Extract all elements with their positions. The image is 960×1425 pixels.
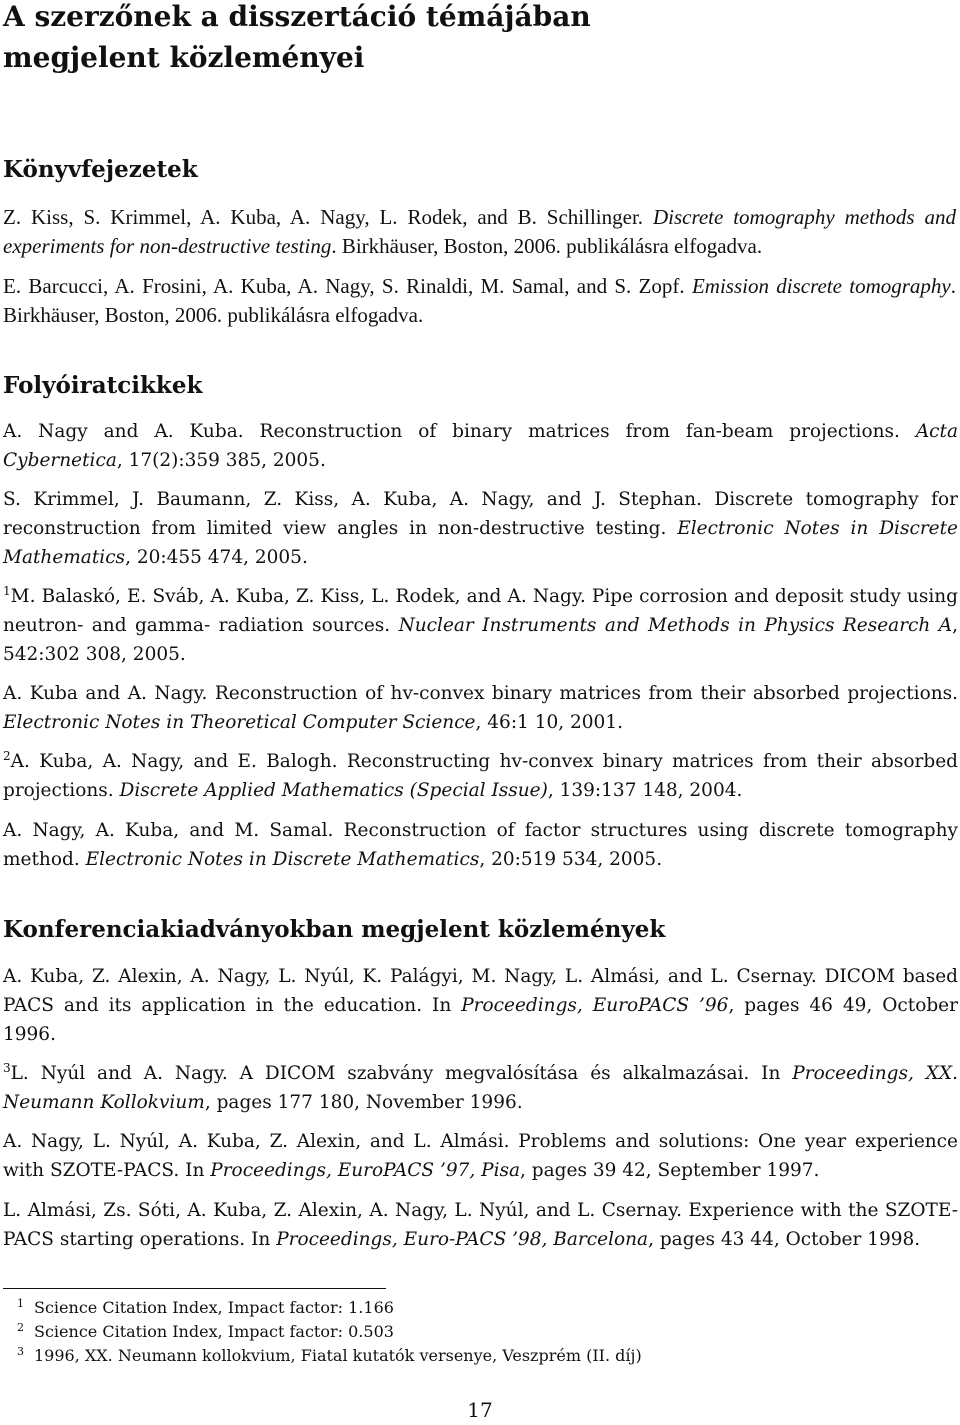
conference-entry-venue: Proceedings, EuroPACS ’96: [461, 994, 729, 1016]
conference-entry-rest: , pages 39 42, September 1997.: [520, 1159, 820, 1181]
journal-entry: [3, 817, 958, 875]
journal-entry: [3, 418, 958, 476]
conference-entry-lead: L. Almási, Zs. Sóti, A. Kuba, Z. Alexin, A. Nagy, L. Nyúl, and L. Csernay. Experience with the SZOTE-PACS starting operations. In: [3, 1200, 958, 1250]
journal-entry-rest: , 46:1 10, 2001.: [475, 711, 623, 733]
journal-entry-lead: A. Kuba, A. Nagy, and E. Balogh. Reconstructing hv-convex binary matrices from their absorbed projections.: [3, 751, 958, 801]
footnote-text: 1996, XX. Neumann kollokvium, Fiatal kutatók versenye, Veszprém (II. díj): [34, 1346, 642, 1365]
conference-entry-lead: L. Nyúl and A. Nagy. A DICOM szabvány megvalósítása és alkalmazásai. In: [10, 1063, 793, 1084]
journal-entry-lead: A. Nagy and A. Kuba. Reconstruction of binary matrices from fan-beam projections.: [3, 421, 916, 442]
journal-entry-lead: A. Kuba and A. Nagy. Reconstruction of hv-convex binary matrices from their absorbed projections.: [3, 683, 958, 704]
book-entry-title: Emission discrete tomography: [691, 274, 951, 298]
footnote-marker: 2: [3, 748, 11, 763]
conference-entry-venue: Proceedings, Euro-PACS ’98, Barcelona: [276, 1228, 649, 1250]
footnote-divider: [3, 1288, 386, 1289]
journal-entry: [3, 680, 958, 738]
journal-entry-venue: Nuclear Instruments and Methods in Physics Research A: [398, 614, 953, 636]
footnote: [17, 1320, 394, 1344]
journal-entry: [3, 583, 958, 669]
journal-entry: [3, 748, 958, 806]
journal-entry-rest: , 20:519 534, 2005.: [479, 848, 663, 870]
journal-entry-venue: Electronic Notes in Theoretical Computer Science: [3, 711, 476, 733]
footnote-marker: 3: [3, 1060, 11, 1075]
journal-entry-rest: , 542:302 308, 2005.: [3, 614, 958, 665]
book-entry-title: Discrete tomography methods and experiments for non-destructive testing: [3, 205, 956, 258]
conference-entry-lead: A. Kuba, Z. Alexin, A. Nagy, L. Nyúl, K. Palágyi, M. Nagy, L. Almási, and L. Csernay. DICOM based PACS and its application in the education. In: [3, 966, 958, 1016]
book-entry-rest: . Birkhäuser, Boston, 2006. publikálásra elfogadva.: [331, 233, 763, 258]
conference-entry-venue: Proceedings, EuroPACS ’97, Pisa: [210, 1159, 521, 1181]
conference-entry-rest: , pages 177 180, November 1996.: [204, 1091, 523, 1113]
conference-entry-rest: , pages 43 44, October 1998.: [648, 1228, 921, 1250]
section-heading-conferences: Konferenciakiadványokban megjelent közlemények: [3, 916, 666, 943]
journal-entry-lead: S. Krimmel, J. Baumann, Z. Kiss, A. Kuba, A. Nagy, and J. Stephan. Discrete tomography for reconstruction from limited view angles in non-destructive testing.: [3, 489, 958, 539]
journal-entry: [3, 486, 958, 572]
page-title-line-2: megjelent közleményei: [3, 41, 365, 74]
footnote-number: 2: [17, 1320, 24, 1334]
footnote-number: 1: [17, 1296, 24, 1310]
journal-entry-lead: A. Nagy, A. Kuba, and M. Samal. Reconstruction of factor structures using discrete tomography method.: [3, 820, 958, 870]
journal-entry-venue: Electronic Notes in Discrete Mathematics: [3, 517, 958, 568]
journal-entry-rest: , 139:137 148, 2004.: [547, 779, 743, 801]
journal-entry-rest: , 20:455 474, 2005.: [125, 546, 308, 568]
journal-entry-venue: Discrete Applied Mathematics (Special Issue): [119, 779, 548, 801]
conference-entry: [3, 1060, 958, 1118]
journal-entry-lead: M. Balaskó, E. Sváb, A. Kuba, Z. Kiss, L. Rodek, and A. Nagy. Pipe corrosion and deposit study using neutron- and gamma- radiation sources.: [3, 586, 958, 636]
journal-entry-rest: , 17(2):359 385, 2005.: [116, 449, 326, 471]
book-entry-authors: E. Barcucci, A. Frosini, A. Kuba, A. Nagy, S. Rinaldi, M. Samal, and S. Zopf.: [3, 274, 685, 298]
journal-entry-venue: Acta Cybernetica: [3, 421, 958, 471]
section-heading-journals: Folyóiratcikkek: [3, 372, 203, 399]
section-heading-books: Könyvfejezetek: [3, 156, 198, 183]
page-title-line-1: A szerzőnek a disszertáció témájában: [3, 0, 591, 33]
footnote-text: Science Citation Index, Impact factor: 0.503: [34, 1322, 394, 1341]
footnote: [17, 1296, 394, 1320]
book-entry: [3, 272, 956, 329]
journal-entry-venue: Electronic Notes in Discrete Mathematics: [85, 848, 480, 870]
conference-entry-rest: , pages 46 49, October 1996.: [3, 994, 958, 1045]
book-entry-authors: Z. Kiss, S. Krimmel, A. Kuba, A. Nagy, L. Rodek, and B. Schillinger.: [3, 205, 644, 229]
conference-entry-lead: A. Nagy, L. Nyúl, A. Kuba, Z. Alexin, and L. Almási. Problems and solutions: One year experience with SZOTE-PACS. In: [3, 1131, 958, 1181]
footnote: [17, 1344, 642, 1368]
page-title: [3, 0, 591, 78]
page-number: 17: [467, 1398, 493, 1422]
footnote-marker: 1: [3, 583, 11, 598]
footnote-number: 3: [17, 1344, 24, 1358]
conference-entry-venue: Proceedings, XX. Neumann Kollokvium: [3, 1063, 958, 1113]
footnote-text: Science Citation Index, Impact factor: 1.166: [34, 1298, 394, 1317]
conference-entry: [3, 1197, 958, 1255]
book-entry: [3, 203, 956, 260]
book-entry-rest: . Birkhäuser, Boston, 2006. publikálásra elfogadva.: [3, 274, 956, 327]
conference-entry: [3, 1128, 958, 1186]
conference-entry: [3, 963, 958, 1049]
